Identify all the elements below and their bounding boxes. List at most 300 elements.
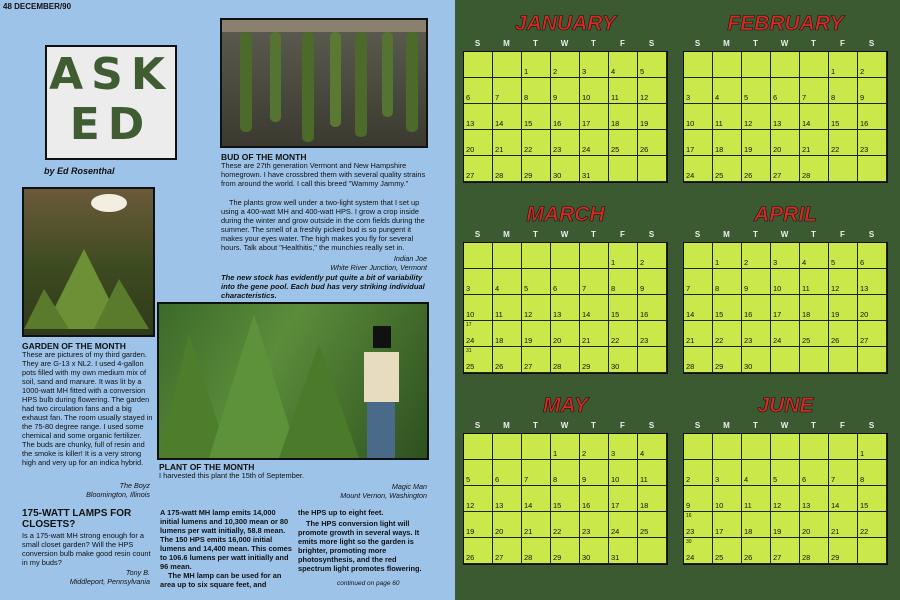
day-cell: [638, 512, 667, 538]
day-number: 16: [686, 513, 692, 519]
day-cell: [551, 295, 580, 321]
month-june: [683, 394, 888, 566]
day-cell: [858, 460, 887, 486]
lamps-answer-col2: the HPS up to eight feet.: [298, 508, 384, 517]
day-cell: [464, 460, 493, 486]
bud-signature-name: Indian Joe: [393, 254, 427, 263]
day-cell: [684, 156, 713, 182]
day-number: 25: [611, 145, 620, 154]
day-number: 23: [640, 336, 649, 345]
month-title: APRIL: [754, 203, 817, 226]
day-number: 20: [773, 145, 782, 154]
day-cell: [609, 512, 638, 538]
day-number: 5: [640, 67, 645, 76]
day-number: 17: [466, 322, 472, 328]
day-cell: [771, 460, 800, 486]
day-number: 8: [715, 284, 720, 293]
day-cell: [742, 130, 771, 156]
day-number: 7: [582, 284, 587, 293]
day-number: 10: [715, 501, 724, 510]
ask-ed-line1: ASK: [49, 49, 173, 100]
day-number: 23: [686, 527, 695, 536]
day-cell: [742, 538, 771, 564]
day-cell: [800, 321, 829, 347]
day-cell: [742, 243, 771, 269]
month-title: JANUARY: [514, 12, 617, 35]
plant-signature-name: Magic Man: [391, 482, 427, 491]
plant-title: PLANT OF THE MONTH: [159, 462, 255, 472]
month-grid: [463, 242, 668, 374]
day-cell: [493, 130, 522, 156]
day-number: 6: [553, 284, 558, 293]
bud-photo: [220, 18, 428, 148]
bud-title: BUD OF THE MONTH: [221, 152, 307, 162]
day-cell: [829, 460, 858, 486]
day-number: 26: [640, 145, 649, 154]
day-cell: [858, 156, 887, 182]
day-cell: [771, 156, 800, 182]
day-number: 27: [495, 553, 504, 562]
day-cell: [800, 512, 829, 538]
day-cell: [771, 434, 800, 460]
day-cell: [493, 295, 522, 321]
day-number: 10: [582, 93, 591, 102]
lamps-question: Is a 175-watt MH strong enough for a small closet garden? Will the HPS conversion bulb make good resin count in my buds?: [22, 531, 151, 567]
day-number: 29: [582, 362, 591, 371]
day-cell: [829, 434, 858, 460]
day-cell: [800, 347, 829, 373]
day-number: 9: [553, 93, 558, 102]
weekday-header: [683, 230, 888, 242]
month-grid: [683, 242, 888, 374]
day-cell: [684, 434, 713, 460]
day-cell: [713, 295, 742, 321]
day-number: 27: [773, 553, 782, 562]
day-cell: [638, 156, 667, 182]
day-cell: [493, 78, 522, 104]
day-cell: [551, 434, 580, 460]
day-number: 18: [611, 119, 620, 128]
day-number: 10: [686, 119, 695, 128]
day-number: 1: [715, 258, 720, 267]
day-cell: [800, 52, 829, 78]
day-number: 31: [466, 348, 472, 354]
day-number: 14: [831, 501, 840, 510]
day-number: 20: [860, 310, 869, 319]
day-number: 9: [686, 501, 691, 510]
day-cell: [713, 52, 742, 78]
day-number: 3: [715, 475, 720, 484]
day-number: 30: [686, 539, 692, 545]
day-number: 2: [686, 475, 691, 484]
weekday-label: M: [503, 421, 510, 430]
day-number: 4: [744, 475, 749, 484]
lamps-answer-col1: A 175-watt MH lamp emits 14,000 initial lumens and 10,300 mean or 80 lumens per watt initially, 58.8 mean. The 150 HPS emits 16,000 initial lumens and 14,400 mean. This comes to 106.6 lumens per watt initially and 96 mean.: [160, 508, 292, 571]
day-cell: [493, 434, 522, 460]
bud-paragraph-2: The plants grow well under a two-light system that I set up using a 400-watt MH and 400-watt HPS. I grow a crop inside during the winter and grow outside in the corn fields during the summer. The smell of a freshly picked bud is so pungent it makes your eyes water. The high makes you fly for several hours. Talk about "Healthitis," the munchies really set in.: [221, 198, 425, 252]
lamps-answer-col1b: The MH lamp can be used for an area up to six square feet, and: [160, 571, 282, 589]
day-number: 1: [611, 258, 616, 267]
day-cell: [829, 295, 858, 321]
weekday-label: S: [648, 421, 655, 430]
weekday-label: S: [474, 39, 481, 48]
day-cell: [684, 104, 713, 130]
day-number: 25: [466, 362, 475, 371]
day-number: 30: [744, 362, 753, 371]
day-cell: [551, 156, 580, 182]
day-cell: [638, 78, 667, 104]
day-cell: [609, 104, 638, 130]
month-grid: [683, 433, 888, 565]
lamps-signature-name: Tony B.: [125, 568, 150, 577]
day-number: 8: [611, 284, 616, 293]
day-number: 15: [524, 119, 533, 128]
day-cell: [742, 78, 771, 104]
day-cell: [684, 512, 713, 538]
day-number: 14: [495, 119, 504, 128]
day-number: 13: [495, 501, 504, 510]
weekday-label: F: [620, 230, 625, 239]
day-number: 6: [802, 475, 807, 484]
day-number: 13: [802, 501, 811, 510]
day-cell: [638, 321, 667, 347]
day-number: 6: [773, 93, 778, 102]
day-number: 24: [466, 336, 475, 345]
weekday-label: S: [694, 421, 701, 430]
day-number: 25: [640, 527, 649, 536]
day-cell: [684, 347, 713, 373]
day-number: 2: [860, 67, 865, 76]
day-number: 19: [466, 527, 475, 536]
page-header: 48 DECEMBER/90: [3, 2, 72, 11]
day-number: 4: [715, 93, 720, 102]
day-number: 8: [524, 93, 529, 102]
day-number: 24: [686, 171, 695, 180]
day-cell: [800, 243, 829, 269]
day-cell: [464, 295, 493, 321]
day-number: 16: [553, 119, 562, 128]
day-cell: [742, 269, 771, 295]
day-number: 23: [860, 145, 869, 154]
day-cell: [551, 538, 580, 564]
day-cell: [551, 243, 580, 269]
day-cell: [713, 347, 742, 373]
day-cell: [609, 295, 638, 321]
lamps-answer-col2b: The HPS conversion light will promote growth in several ways. It emits more light so the garden is brighter, promoting more photosynthesis, and the red spectrum light promotes flowering.: [298, 519, 422, 573]
weekday-label: S: [474, 421, 481, 430]
day-number: 11: [744, 501, 752, 510]
weekday-label: M: [723, 39, 730, 48]
day-number: 12: [831, 284, 840, 293]
day-number: 2: [640, 258, 645, 267]
day-cell: [464, 104, 493, 130]
day-number: 12: [744, 119, 753, 128]
day-cell: [800, 269, 829, 295]
day-cell: [858, 78, 887, 104]
day-cell: [638, 460, 667, 486]
day-number: 31: [582, 171, 591, 180]
day-number: 13: [773, 119, 782, 128]
ask-ed-photo: [45, 45, 177, 160]
byline: by Ed Rosenthal: [44, 166, 115, 176]
day-number: 26: [831, 336, 840, 345]
ask-ed-line2: ED: [69, 99, 153, 150]
day-cell: [609, 243, 638, 269]
day-number: 31: [611, 553, 620, 562]
month-grid: [463, 51, 668, 183]
weekday-label: T: [533, 421, 538, 430]
calendar-page: [455, 0, 900, 600]
day-cell: [742, 52, 771, 78]
day-cell: [493, 538, 522, 564]
day-number: 5: [524, 284, 529, 293]
day-number: 16: [640, 310, 649, 319]
weekday-header: [683, 39, 888, 51]
day-cell: [713, 243, 742, 269]
day-cell: [609, 460, 638, 486]
day-cell: [829, 78, 858, 104]
day-number: 16: [582, 501, 591, 510]
day-cell: [493, 104, 522, 130]
day-cell: [638, 104, 667, 130]
weekday-label: F: [620, 39, 625, 48]
day-cell: [464, 269, 493, 295]
day-number: 15: [553, 501, 562, 510]
day-number: 12: [524, 310, 533, 319]
day-cell: [609, 486, 638, 512]
day-number: 26: [744, 553, 753, 562]
day-cell: [522, 52, 551, 78]
day-cell: [829, 104, 858, 130]
day-cell: [522, 460, 551, 486]
weekday-label: F: [840, 421, 845, 430]
day-cell: [493, 460, 522, 486]
day-number: 8: [831, 93, 836, 102]
day-cell: [638, 269, 667, 295]
day-cell: [771, 52, 800, 78]
day-cell: [713, 269, 742, 295]
day-cell: [493, 243, 522, 269]
day-cell: [771, 269, 800, 295]
day-number: 3: [466, 284, 471, 293]
day-number: 16: [860, 119, 869, 128]
month-title: JUNE: [757, 394, 814, 417]
day-number: 22: [553, 527, 562, 536]
day-number: 3: [773, 258, 778, 267]
day-cell: [580, 156, 609, 182]
day-cell: [858, 104, 887, 130]
day-cell: [742, 486, 771, 512]
day-number: 12: [773, 501, 782, 510]
day-cell: [464, 512, 493, 538]
day-number: 28: [495, 171, 504, 180]
day-number: 10: [466, 310, 475, 319]
weekday-label: M: [503, 39, 510, 48]
day-number: 25: [715, 171, 724, 180]
weekday-label: S: [648, 39, 655, 48]
weekday-label: W: [560, 421, 569, 430]
day-number: 12: [640, 93, 649, 102]
day-cell: [522, 130, 551, 156]
day-cell: [858, 269, 887, 295]
day-cell: [800, 78, 829, 104]
weekday-label: S: [868, 421, 875, 430]
day-number: 20: [802, 527, 811, 536]
day-number: 2: [744, 258, 749, 267]
day-number: 1: [524, 67, 529, 76]
day-cell: [713, 486, 742, 512]
day-cell: [829, 243, 858, 269]
day-number: 5: [773, 475, 778, 484]
day-number: 8: [553, 475, 558, 484]
day-cell: [742, 434, 771, 460]
day-cell: [464, 78, 493, 104]
day-number: 19: [524, 336, 533, 345]
day-number: 1: [553, 449, 558, 458]
weekday-header: [463, 39, 668, 51]
weekday-label: M: [723, 421, 730, 430]
weekday-label: T: [811, 421, 816, 430]
day-cell: [609, 434, 638, 460]
weekday-label: M: [723, 230, 730, 239]
day-cell: [771, 295, 800, 321]
day-number: 19: [831, 310, 840, 319]
day-cell: [684, 130, 713, 156]
day-number: 7: [831, 475, 836, 484]
day-number: 17: [582, 119, 591, 128]
bud-editor-note: The new stock has evidently put quite a bit of variability into the gene pool. Each bud has very striking individual characteristics.: [221, 273, 425, 300]
day-number: 23: [553, 145, 562, 154]
day-cell: [464, 156, 493, 182]
day-number: 22: [524, 145, 533, 154]
day-number: 18: [495, 336, 504, 345]
day-cell: [580, 104, 609, 130]
lamps-title: 175-WATT LAMPS FOR CLOSETS?: [22, 508, 132, 530]
weekday-label: T: [753, 421, 758, 430]
day-cell: [858, 486, 887, 512]
day-cell: [742, 512, 771, 538]
day-number: 7: [495, 93, 500, 102]
day-number: 2: [553, 67, 558, 76]
day-cell: [580, 347, 609, 373]
weekday-label: W: [780, 230, 789, 239]
day-cell: [684, 243, 713, 269]
day-cell: [464, 434, 493, 460]
weekday-label: T: [811, 230, 816, 239]
day-number: 27: [524, 362, 533, 371]
day-number: 21: [524, 527, 533, 536]
day-number: 11: [802, 284, 810, 293]
day-number: 14: [582, 310, 591, 319]
day-cell: [522, 347, 551, 373]
day-number: 16: [744, 310, 753, 319]
day-number: 20: [466, 145, 475, 154]
day-number: 17: [715, 527, 724, 536]
day-cell: [638, 295, 667, 321]
day-cell: [684, 486, 713, 512]
day-cell: [858, 52, 887, 78]
garden-photo: [22, 187, 155, 337]
day-cell: [551, 460, 580, 486]
day-cell: [858, 347, 887, 373]
day-cell: [580, 486, 609, 512]
weekday-label: S: [868, 230, 875, 239]
day-number: 20: [495, 527, 504, 536]
day-cell: [522, 321, 551, 347]
day-cell: [609, 321, 638, 347]
day-cell: [638, 347, 667, 373]
month-january: [463, 12, 668, 184]
day-number: 10: [611, 475, 620, 484]
day-number: 13: [860, 284, 869, 293]
day-number: 23: [744, 336, 753, 345]
weekday-label: T: [591, 39, 596, 48]
day-cell: [522, 486, 551, 512]
day-cell: [580, 130, 609, 156]
day-cell: [609, 78, 638, 104]
day-number: 1: [831, 67, 836, 76]
day-cell: [580, 512, 609, 538]
day-number: 22: [611, 336, 620, 345]
day-cell: [522, 434, 551, 460]
day-cell: [609, 538, 638, 564]
continued-note: continued on page 60: [337, 580, 400, 587]
day-cell: [800, 295, 829, 321]
bud-paragraph-1: These are 27th generation Vermont and New Hampshire homegrown. I have crossbred them with several quality strains from around the world. I call this breed "Wammy Jammy.": [221, 161, 426, 188]
day-cell: [464, 243, 493, 269]
day-cell: [800, 538, 829, 564]
month-may: [463, 394, 668, 566]
day-number: 4: [611, 67, 616, 76]
day-cell: [638, 130, 667, 156]
day-cell: [829, 347, 858, 373]
day-number: 3: [582, 67, 587, 76]
day-number: 1: [860, 449, 865, 458]
weekday-label: S: [474, 230, 481, 239]
day-number: 23: [582, 527, 591, 536]
weekday-label: W: [780, 39, 789, 48]
weekday-label: S: [868, 39, 875, 48]
garden-title: GARDEN OF THE MONTH: [22, 341, 126, 351]
day-cell: [493, 52, 522, 78]
day-number: 7: [686, 284, 691, 293]
day-cell: [493, 512, 522, 538]
day-cell: [771, 512, 800, 538]
day-cell: [771, 486, 800, 512]
day-cell: [742, 347, 771, 373]
day-number: 25: [715, 553, 724, 562]
weekday-label: S: [648, 230, 655, 239]
day-cell: [551, 130, 580, 156]
day-cell: [713, 104, 742, 130]
day-number: 22: [715, 336, 724, 345]
day-number: 14: [686, 310, 695, 319]
day-number: 24: [686, 553, 695, 562]
day-cell: [858, 538, 887, 564]
day-cell: [858, 295, 887, 321]
weekday-header: [463, 421, 668, 433]
day-cell: [771, 104, 800, 130]
day-cell: [522, 78, 551, 104]
day-cell: [609, 156, 638, 182]
day-cell: [684, 78, 713, 104]
day-cell: [684, 460, 713, 486]
day-number: 6: [860, 258, 865, 267]
day-cell: [829, 269, 858, 295]
day-cell: [713, 460, 742, 486]
day-cell: [684, 538, 713, 564]
day-cell: [493, 486, 522, 512]
